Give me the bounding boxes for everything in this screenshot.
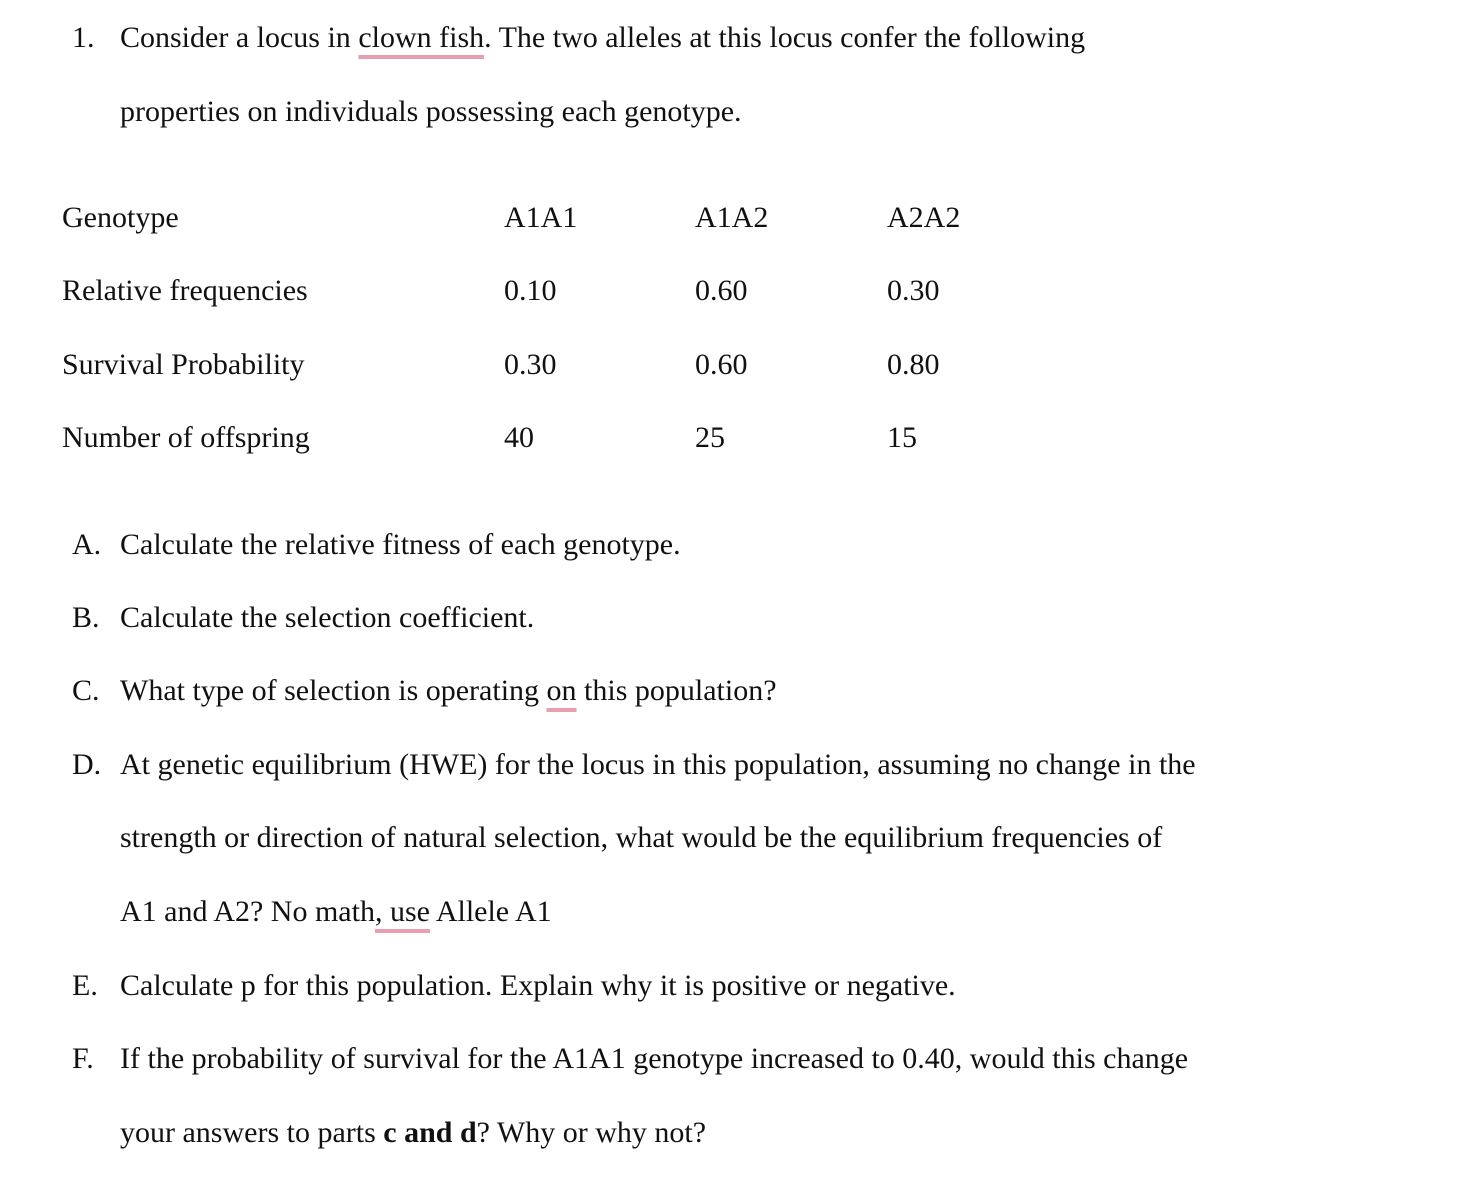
part-d-letter: D. (72, 748, 102, 781)
table-header-a1a1: A1A1 (504, 201, 578, 234)
table-header-a1a2: A1A2 (695, 201, 769, 234)
part-d-line-1: At genetic equilibrium (HWE) for the locus in this population, assuming no change in the (120, 748, 1196, 781)
table-header-label: Genotype (62, 201, 179, 234)
table-row-label: Number of offspring (62, 421, 310, 454)
spellcheck-underline: on (546, 674, 577, 707)
part-b-letter: B. (72, 601, 100, 634)
part-a-letter: A. (72, 528, 102, 561)
table-cell: 0.30 (887, 274, 940, 307)
part-d-line-2: strength or direction of natural selection, what would be the equilibrium frequencies of (120, 821, 1163, 854)
table-cell: 0.60 (695, 274, 748, 307)
part-d-line-3: A1 and A2? No math, use Allele A1 (120, 895, 552, 928)
part-c-text: What type of selection is operating on this population? (120, 674, 777, 707)
question-number: 1. (72, 21, 95, 54)
part-b-text: Calculate the selection coefficient. (120, 601, 535, 634)
part-f-line-1: If the probability of survival for the A1A1 genotype increased to 0.40, would this change (120, 1042, 1189, 1075)
part-c-letter: C. (72, 674, 100, 707)
table-cell: 0.80 (887, 348, 940, 381)
table-header-a2a2: A2A2 (887, 201, 961, 234)
part-f-line-2: your answers to parts c and d? Why or why not? (120, 1116, 707, 1149)
table-cell: 15 (887, 421, 917, 454)
table-cell: 40 (504, 421, 534, 454)
table-row-label: Relative frequencies (62, 274, 308, 307)
question-line-1: Consider a locus in clown fish. The two alleles at this locus confer the following (120, 21, 1086, 54)
grammar-underline: , use (374, 895, 430, 928)
table-cell: 0.60 (695, 348, 748, 381)
bold-parts: c and d (383, 1116, 477, 1149)
table-cell: 0.10 (504, 274, 557, 307)
table-cell: 25 (695, 421, 725, 454)
table-row-label: Survival Probability (62, 348, 305, 381)
question-line-2: properties on individuals possessing each genotype. (120, 95, 742, 128)
table-cell: 0.30 (504, 348, 557, 381)
part-a-text: Calculate the relative fitness of each genotype. (120, 528, 681, 561)
part-e-letter: E. (72, 969, 98, 1002)
part-e-text: Calculate p for this population. Explain why it is positive or negative. (120, 969, 956, 1002)
part-f-letter: F. (72, 1042, 94, 1075)
spellcheck-underline: clown fish (358, 21, 485, 54)
